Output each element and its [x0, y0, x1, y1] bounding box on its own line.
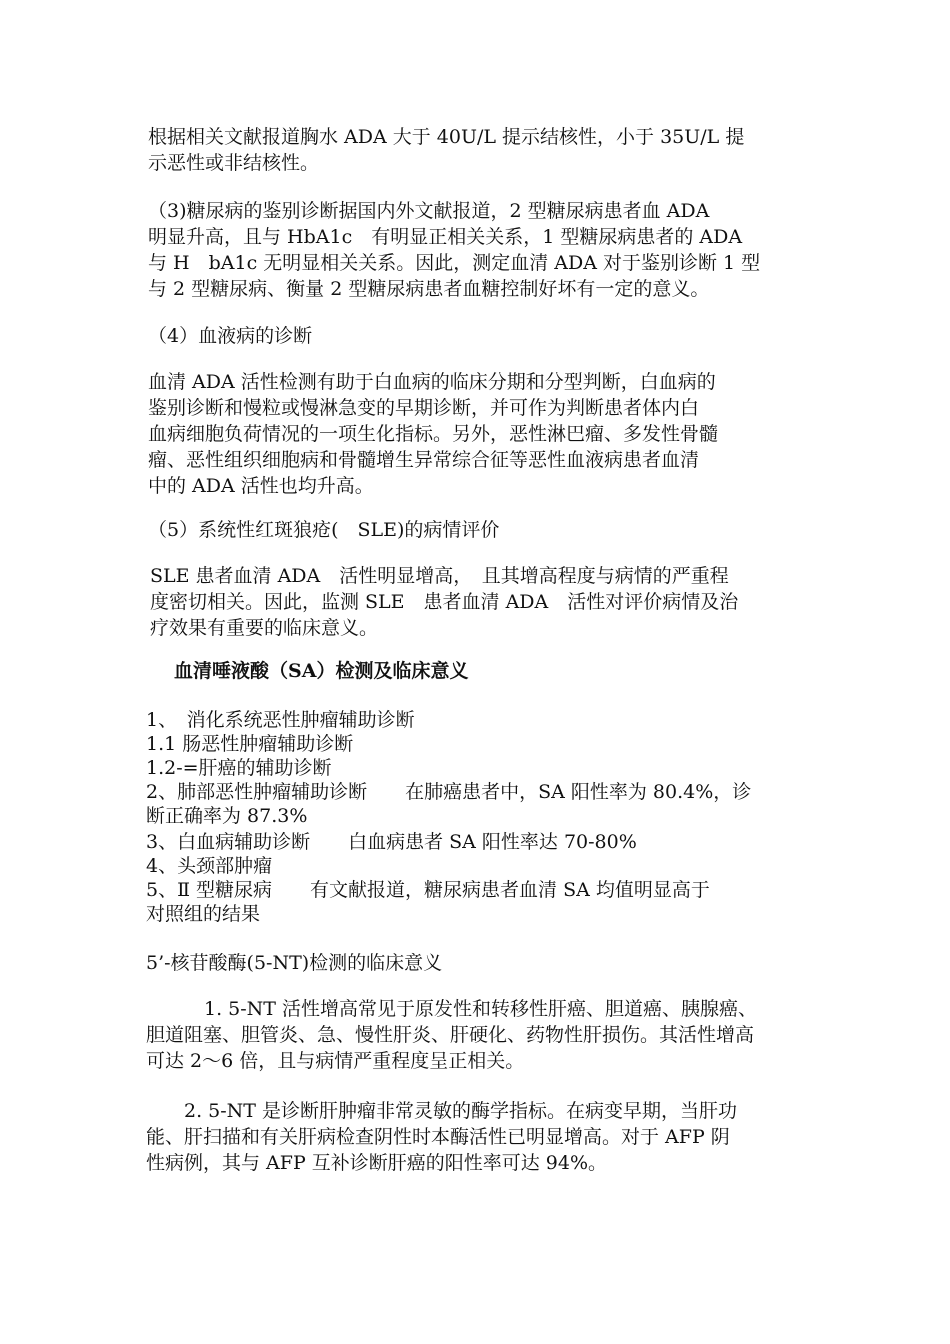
section-title-5nt: 5’-核苷酸酶(5-NT)检测的临床意义: [146, 952, 443, 974]
nt-paragraph-2-line-2: 能、肝扫描和有关肝病检查阴性时本酶活性已明显增高。对于 AFP 阴: [146, 1126, 730, 1148]
paragraph-leukemia-line-5: 中的 ADA 活性也均升高。: [148, 475, 374, 497]
sa-list-item-2-line-2: 断正确率为 87.3%: [146, 805, 308, 827]
sa-list-item-2-line-1: 2、肺部恶性肿瘤辅助诊断 在肺癌患者中，SA 阳性率为 80.4%，诊: [146, 781, 752, 803]
sa-list-item-1: 1、 消化系统恶性肿瘤辅助诊断: [146, 709, 415, 731]
paragraph-diabetes-line-3: 与 H bA1c 无明显相关关系。因此，测定血清 ADA 对于鉴别诊断 1 型: [148, 252, 761, 274]
section-heading-blood-disease: （4）血液病的诊断: [148, 325, 313, 347]
nt-paragraph-2-line-3: 性病例，其与 AFP 互补诊断肝癌的阳性率可达 94%。: [146, 1152, 608, 1174]
sa-list-item-1-2: 1.2-=肝癌的辅助诊断: [146, 757, 332, 779]
nt-paragraph-1-line-3: 可达 2～6 倍，且与病情严重程度呈正相关。: [146, 1050, 525, 1072]
paragraph-leukemia-line-2: 鉴别诊断和慢粒或慢淋急变的早期诊断，并可作为判断患者体内白: [148, 397, 700, 419]
paragraph-leukemia-line-1: 血清 ADA 活性检测有助于白血病的临床分期和分型判断，白血病的: [148, 371, 716, 393]
sa-list-item-5-line-2: 对照组的结果: [146, 903, 261, 925]
paragraph-sle-line-1: SLE 患者血清 ADA 活性明显增高， 且其增高程度与病情的严重程: [150, 565, 729, 587]
nt-paragraph-1-line-2: 胆道阻塞、胆管炎、急、慢性肝炎、肝硬化、药物性肝损伤。其活性增高: [146, 1024, 755, 1046]
sa-list-item-1-1: 1.1 肠恶性肿瘤辅助诊断: [146, 733, 354, 755]
sa-list-item-5-line-1: 5、Ⅱ 型糖尿病 有文献报道，糖尿病患者血清 SA 均值明显高于: [146, 879, 710, 901]
paragraph-leukemia-line-4: 瘤、恶性组织细胞病和骨髓增生异常综合征等恶性血液病患者血清: [148, 449, 700, 471]
nt-paragraph-1-line-1: 1. 5-NT 活性增高常见于原发性和转移性肝癌、胆道癌、胰腺癌、: [204, 998, 758, 1020]
paragraph-sle-line-3: 疗效果有重要的临床意义。: [150, 617, 379, 639]
section-title-sialic-acid: 血清唾液酸（SA）检测及临床意义: [174, 660, 469, 682]
sa-list-item-4: 4、头颈部肿瘤: [146, 855, 273, 877]
paragraph-sle-line-2: 度密切相关。因此，监测 SLE 患者血清 ADA 活性对评价病情及治: [150, 591, 739, 613]
nt-paragraph-2-line-1: 2. 5-NT 是诊断肝肿瘤非常灵敏的酶学指标。在病变早期，当肝功: [184, 1100, 738, 1122]
section-heading-sle: （5）系统性红斑狼疮( SLE)的病情评价: [148, 519, 500, 541]
paragraph-ada-pleural-line-1: 根据相关文献报道胸水 ADA 大于 40U/L 提示结核性，小于 35U/L 提: [148, 126, 745, 148]
paragraph-ada-pleural-line-2: 示恶性或非结核性。: [148, 152, 320, 174]
paragraph-leukemia-line-3: 血病细胞负荷情况的一项生化指标。另外，恶性淋巴瘤、多发性骨髓: [148, 423, 719, 445]
paragraph-diabetes-line-4: 与 2 型糖尿病、衡量 2 型糖尿病患者血糖控制好坏有一定的意义。: [148, 278, 710, 300]
sa-list-item-3: 3、白血病辅助诊断 白血病患者 SA 阳性率达 70-80%: [146, 831, 637, 853]
paragraph-diabetes-line-2: 明显升高，且与 HbA1c 有明显正相关关系，1 型糖尿病患者的 ADA: [148, 226, 743, 248]
paragraph-diabetes-line-1: （3)糖尿病的鉴别诊断据国内外文献报道，2 型糖尿病患者血 ADA: [148, 200, 710, 222]
